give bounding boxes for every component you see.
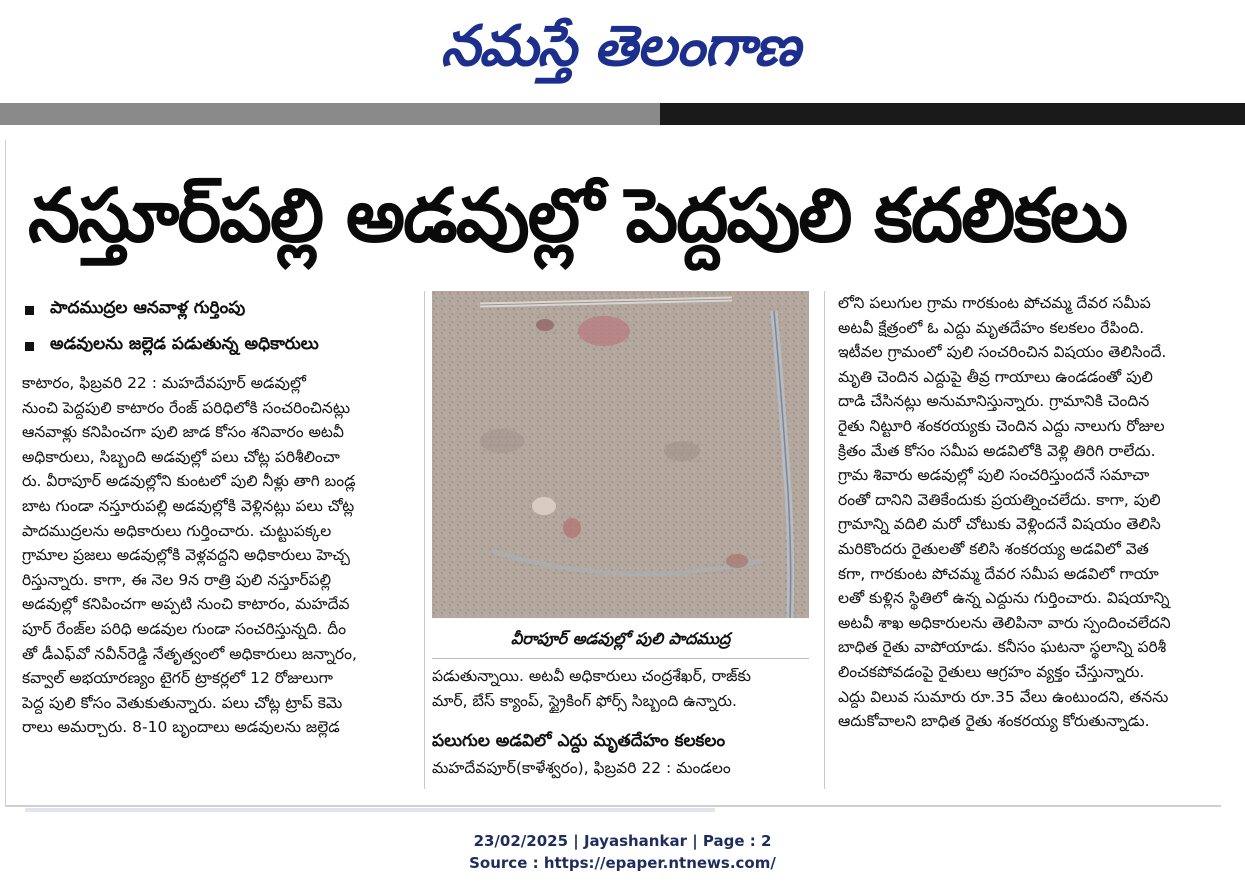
text-line: కగా, గారకుంట పోచమ్మ దేవర సమీప అడవిలో గాయా bbox=[838, 564, 1159, 583]
text-line: తో డీఎఫ్‌వో నవీన్‌రెడ్డి నేతృత్వంలో అధికారులు జన్నారం, bbox=[22, 644, 357, 663]
middle-text-column-continued bbox=[432, 756, 812, 781]
page-footer bbox=[0, 830, 1245, 874]
photo-caption: వీరాపూర్ అడవుల్లో పులి పాదముద్ర bbox=[510, 629, 731, 648]
column-divider bbox=[424, 291, 425, 789]
footer-edition-info: 23/02/2025 | Jayashankar | Page : 2 bbox=[473, 832, 772, 850]
column-divider bbox=[824, 291, 825, 789]
bullet-square-icon bbox=[25, 342, 34, 351]
bullet-square-icon bbox=[25, 306, 34, 315]
bottom-strip bbox=[25, 808, 715, 812]
text-line: రంతో దానిని వెతికేందుకు ప్రయత్నించలేదు. కాగా, పులి bbox=[838, 490, 1161, 509]
text-line: ఆనవాళ్లు కనిపించగా పులి జాడ కోసం శనివారం అటవీ bbox=[22, 423, 344, 442]
highlight-bullets bbox=[25, 292, 425, 364]
text-line: రిస్తున్నారు. కాగా, ఈ నెల 9న రాత్రి పులి నస్తూర్‌పల్లి bbox=[22, 570, 332, 589]
text-line: అధికారులు, సిబ్బంది అడవుల్లో పలు చోట్ల పరిశీలించా bbox=[22, 447, 340, 466]
sub-headline: పలుగుల అడవిలో ఎద్దు మృతదేహం కలకలం bbox=[432, 731, 726, 751]
masthead-divider-black bbox=[660, 103, 1245, 125]
text-line: గ్రామాల ప్రజలు అడవుల్లోకి వెళ్లవద్దని అధికారులు హెచ్చ bbox=[22, 546, 350, 565]
text-line: బాట గుండా నస్తూరుపల్లి అడవుల్లోకి వెళ్లినట్లు పలు చోట్ల bbox=[22, 496, 355, 515]
text-line: నుంచి పెద్దపులి కాటారం రేంజ్ పరిధిలోకి సంచరించినట్లు bbox=[22, 398, 351, 417]
text-line: ఆదుకోవాలని బాధిత రైతు శంకరయ్య కోరుతున్నాడు. bbox=[838, 712, 1150, 731]
text-line: మృతి చెందిన ఎద్దుపై తీవ్ర గాయాలు ఉండడంతో పులి bbox=[838, 367, 1153, 386]
article-headline: నస్తూర్‌పల్లి అడవుల్లో పెద్దపులి కదలికలు bbox=[28, 173, 1127, 259]
left-text-column bbox=[22, 371, 417, 740]
text-line: రైతు నిట్టూరి శంకరయ్యకు చెందిన ఎద్దు నాలుగు రోజుల bbox=[838, 416, 1165, 435]
text-line: లోని పలుగుల గ్రామ గారకుంట పోచమ్మ దేవర సమీప bbox=[838, 294, 1151, 312]
caption-rule bbox=[432, 658, 809, 659]
text-line: రు. వీరాపూర్ అడవుల్లోని కుంటలో పులి నీళ్లు తాగి బండ్ల bbox=[22, 472, 356, 491]
text-line: లతో కుళ్లిన స్థితిలో ఉన్న ఎద్దును గుర్తించారు. విషయాన్ని bbox=[838, 589, 1170, 608]
text-line: అడవుల్లో కనిపించగా అప్పటి నుంచి కాటారం, మహదేవ bbox=[22, 595, 350, 614]
newspaper-logo: నమస్తే తెలంగాణ bbox=[440, 13, 800, 79]
bullet-text: అడవులను జల్లెడ పడుతున్న అధికారులు bbox=[50, 334, 319, 354]
text-line: మహదేవపూర్(కాళేశ్వరం), ఫిబ్రవరి 22 : మండలం bbox=[432, 759, 731, 777]
text-line: గ్రామాన్ని వదిలి మరో చోటుకు వెళ్లిందనే విషయం తెలిసి bbox=[838, 515, 1161, 534]
right-text-column bbox=[838, 291, 1220, 734]
text-line: పూర్ రేంజ్‌ల పరిధి అడవుల గుండా సంచరిస్తున్నది. దీం bbox=[22, 619, 347, 638]
masthead bbox=[0, 0, 1245, 100]
highlight-bullet bbox=[25, 328, 425, 364]
text-line: బాధిత రైతు వాపోయాడు. కనీసం ఘటనా స్థలాన్ని పరిశీ bbox=[838, 638, 1167, 657]
text-line: రాలు అమర్చారు. 8-10 బృందాలు అడవులను జల్లెడ bbox=[22, 718, 340, 737]
text-line: మరికొందరు రైతులతో కలిసి శంకరయ్య అడవిలో వెత bbox=[838, 539, 1149, 558]
text-line: పాదముద్రలను అధికారులు గుర్తించారు. చుట్టుపక్కల bbox=[22, 521, 332, 540]
masthead-divider-gray bbox=[0, 103, 660, 125]
text-line: ఎద్దు విలువ సుమారు రూ.35 వేలు ఉంటుందని, తనను bbox=[838, 687, 1169, 706]
text-line: కాటారం, ఫిబ్రవరి 22 : మహదేవపూర్ అడవుల్లో bbox=[22, 374, 306, 392]
text-line: గ్రామ శివారు అడవుల్లో పులి సంచరిస్తుందనే సమాచా bbox=[838, 466, 1150, 485]
text-line: పెద్ద పులి కోసం వెతుకుతున్నారు. పలు చోట్ల ట్రాప్ కెమె bbox=[22, 693, 343, 712]
text-line: మార్, బేస్ క్యాంప్, స్ట్రైకింగ్ ఫోర్స్ సిబ్బంది ఉన్నారు. bbox=[432, 691, 737, 710]
text-line: కవ్వాల్ అభయారణ్యం టైగర్ ట్రాకర్లలో 12 రోజులుగా bbox=[22, 669, 333, 688]
text-line: లించకపోవడంపై రైతులు ఆగ్రహం వ్యక్తం చేస్తున్నారు. bbox=[838, 662, 1145, 681]
bullet-text: పాదముద్రల ఆనవాళ్ల గుర్తింపు bbox=[50, 298, 246, 318]
footer-source[interactable]: Source : https://epaper.ntnews.com/ bbox=[469, 854, 776, 872]
tiger-pugmark-photo bbox=[432, 291, 809, 618]
text-line: అటవీ శాఖ అధికారులను తెలిపినా వారు స్పందించలేదని bbox=[838, 613, 1171, 632]
text-line: క్రితం మేత కోసం సమీప అడవిలోకి వెళ్లి తిరిగి రాలేదు. bbox=[838, 441, 1156, 460]
middle-text-column bbox=[432, 664, 812, 713]
text-line: పడుతున్నాయి. అటవీ అధికారులు చంద్రశేఖర్, రాజ్‌కు bbox=[432, 667, 751, 685]
text-line: అటవీ క్షేత్రంలో ఓ ఎద్దు మృతదేహం కలకలం రేపింది. bbox=[838, 318, 1145, 337]
highlight-bullet bbox=[25, 292, 425, 328]
text-line: దాడి చేసినట్లు అనుమానిస్తున్నారు. గ్రామానికి చెందిన bbox=[838, 392, 1150, 411]
text-line: ఇటీవల గ్రామంలో పులి సంచరించిన విషయం తెలిసిందే. bbox=[838, 343, 1167, 362]
